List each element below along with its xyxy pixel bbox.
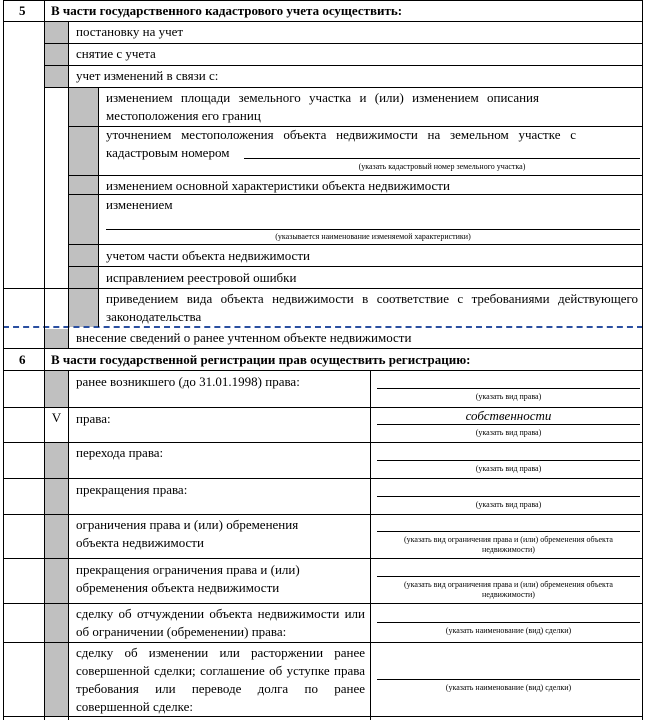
- encumbrance-termination-line[interactable]: [377, 576, 640, 577]
- right-previous-line[interactable]: [377, 388, 640, 389]
- checkbox-right-termination[interactable]: [45, 479, 68, 514]
- checkbox-location-clarify[interactable]: [69, 127, 98, 175]
- checkbox-deal-modification[interactable]: [45, 643, 68, 716]
- section-6-title: В части государственной регистрации прав осуществить регистрацию:: [51, 352, 471, 367]
- section-5-number: 5: [19, 3, 26, 18]
- checkbox-previous-object[interactable]: [45, 329, 68, 348]
- item-changes: учет изменений в связи с:: [76, 68, 219, 83]
- checkbox-encumbrance[interactable]: [45, 515, 68, 558]
- encumbrance-line[interactable]: [377, 531, 640, 532]
- sub-item-change-other: изменением: [106, 197, 173, 212]
- checkbox-right-previous[interactable]: [45, 371, 68, 407]
- checkbox-type-conformity[interactable]: [69, 289, 98, 327]
- right-termination-line[interactable]: [377, 496, 640, 497]
- alienation-deal-label: сделку об отчуждении объекта недвижимости или об ограничении (обременении) права:: [76, 606, 365, 639]
- sub-item-location-clarify: уточнением местоположения объекта недвижимости на земельном участке с кадастровым номером: [106, 127, 576, 160]
- alienation-deal-line[interactable]: [377, 622, 640, 623]
- sub-item-part-registration: учетом части объекта недвижимости: [106, 248, 310, 263]
- right-transfer-label: перехода права:: [76, 445, 164, 460]
- right-termination-hint: (указать вид права): [475, 500, 542, 509]
- right-label: права:: [76, 411, 111, 426]
- item-previous-object: внесение сведений о ранее учтенном объекте недвижимости: [76, 330, 412, 345]
- deal-modification-hint: (указать наименование (вид) сделки): [445, 683, 572, 692]
- checkbox-right-transfer[interactable]: [45, 443, 68, 478]
- deal-modification-line[interactable]: [377, 679, 640, 680]
- cadastral-number-hint: (указать кадастровый номер земельного участка): [358, 162, 526, 171]
- right-previous-label: ранее возникшего (до 31.01.1998) права:: [76, 374, 300, 389]
- encumbrance-label: ограничения права и (или) обременения объекта недвижимости: [76, 517, 299, 550]
- section-6-number: 6: [19, 352, 26, 367]
- alienation-deal-hint: (указать наименование (вид) сделки): [445, 626, 572, 635]
- checkbox-changes[interactable]: [45, 66, 68, 87]
- right-hint: (указать вид права): [475, 428, 542, 437]
- right-previous-hint: (указать вид права): [475, 392, 542, 401]
- right-transfer-line[interactable]: [377, 460, 640, 461]
- checkbox-registration[interactable]: [45, 22, 68, 43]
- encumbrance-termination-label: прекращения ограничения права и (или) обременения объекта недвижимости: [76, 562, 300, 595]
- encumbrance-hint: (указать вид ограничения права и (или) обременения объекта недвижимости): [404, 535, 613, 554]
- deal-modification-label: сделку об изменении или расторжении ранее совершенной сделки; соглашение об уступке права требования или переводе долга по ранее совершенной сделке:: [76, 645, 365, 714]
- checkbox-removal[interactable]: [45, 44, 68, 65]
- right-value[interactable]: собственности: [465, 408, 552, 423]
- page-break: [3, 326, 643, 328]
- sub-item-main-char: изменением основной характеристики объекта недвижимости: [106, 178, 450, 193]
- right-transfer-hint: (указать вид права): [475, 464, 542, 473]
- checkbox-alienation-deal[interactable]: [45, 604, 68, 642]
- checkbox-error-fix[interactable]: [69, 267, 98, 288]
- checkbox-main-char[interactable]: [69, 176, 98, 194]
- encumbrance-termination-hint: (указать вид ограничения права и (или) обременения объекта недвижимости): [404, 580, 613, 599]
- checkbox-change-other[interactable]: [69, 195, 98, 244]
- section-5-title: В части государственного кадастрового учета осуществить:: [51, 3, 403, 18]
- sub-item-area-change: изменением площади земельного участка и (или) изменением описания местоположения его границ: [106, 90, 539, 123]
- checkbox-area-change[interactable]: [69, 88, 98, 126]
- characteristic-hint: (указывается наименование изменяемой характеристики): [275, 232, 471, 241]
- item-removal: снятие с учета: [76, 46, 156, 61]
- item-registration: постановку на учет: [76, 24, 184, 39]
- checkbox-right-mark[interactable]: V: [51, 410, 62, 425]
- sub-item-error-fix: исправлением реестровой ошибки: [106, 270, 297, 285]
- checkbox-encumbrance-termination[interactable]: [45, 559, 68, 603]
- application-form: [3, 0, 643, 720]
- sub-item-type-conformity: приведением вида объекта недвижимости в соответствие с требованиями действующего законодательства: [106, 291, 638, 324]
- right-termination-label: прекращения права:: [76, 482, 188, 497]
- checkbox-part-registration[interactable]: [69, 245, 98, 266]
- cadastral-number-line[interactable]: [244, 158, 640, 159]
- characteristic-line[interactable]: [106, 229, 640, 230]
